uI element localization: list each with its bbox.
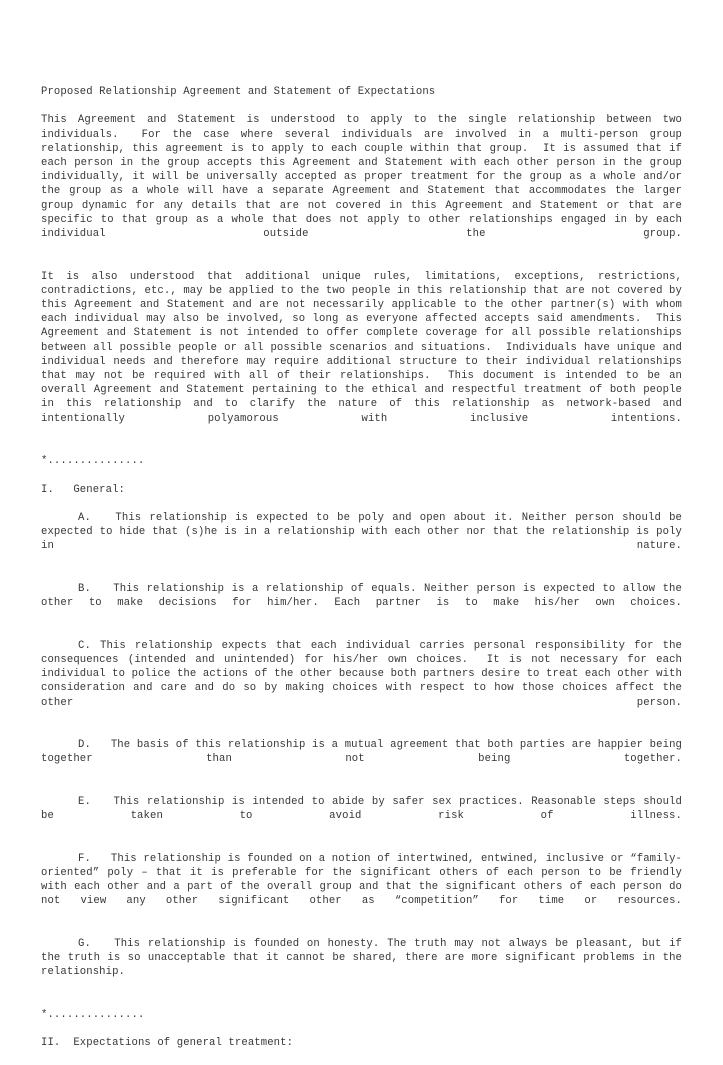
section-item-g: G. This relationship is founded on honesty. The truth may not always be pleasant, but if the truth is so unacceptable that it cannot be shared, there are more significant problems in the relationship. [41,938,689,979]
section-heading-expectations: II. Expectations of general treatment: [41,1037,294,1050]
section-item-b: B. This relationship is a relationship of equals. Neither person is expected to allow the other to make decisions for him/her. Each partner is to make his/her own choices. [41,583,689,610]
section-item-a: A. This relationship is expected to be poly and open about it. Neither person should be expected to hide that (s)he is in a relationship with each other nor that the relationship is poly in nature. [41,512,689,553]
section-item-e: E. This relationship is intended to abide by safer sex practices. Reasonable steps should be taken to avoid risk of illness. [41,796,689,823]
document-title: Proposed Relationship Agreement and Statement of Expectations [41,86,436,98]
section-item-c: C. This relationship expects that each individual carries personal responsibility for the consequences (intended and unintended) for his/her own choices. It is not necessary for each individual to police the actions of the other because both partners desire to treat each other with consideration and care and do so by making choices with respect to how those choices affect the other person. [41,639,689,709]
section-separator-1: *............... [41,455,145,468]
intro-paragraph-2: It is also understood that additional unique rules, limitations, exceptions, restrictions, contradictions, etc., may be applied to the two people in this relationship that are not covered by this Agreement and Statement and are not necessarily applicable to the other partner(s) with whom each individual may also be involved, so long as everyone affected accepts said amendments. This Agreement and Statement is not intended to offer complete coverage for all possible relationships between all possible people or all possible scenarios and situations. Individuals have unique and individual needs and therefore may require additional structure to their individual relationships that may not be required with all of their relationships. This document is intended to be an overall Agreement and Statement pertaining to the ethical and respectful treatment of both people in this relationship and to clarify the nature of this relationship as network-based and intentionally polyamorous with inclusive intentions. [41,270,689,425]
section-item-d: D. The basis of this relationship is a mutual agreement that both parties are happier being together than not being together. [41,739,689,766]
section-heading-general: I. General: [41,483,126,496]
section-item-f: F. This relationship is founded on a notion of intertwined, entwined, inclusive or “family-oriented” poly – that it is preferable for the significant others of each person to be friendly with each other and a part of the overall group and that the significant others of each person do not view any other significant other as “competition” for time or resources. [41,852,689,908]
intro-paragraph-1: This Agreement and Statement is understood to apply to the single relationship between two individuals. For the case where several individuals are involved in a multi-person group relationship, this agreement is to apply to each couple within that group. It is assumed that if each person in the group accepts this Agreement and Statement with each other person in the group individually, it will be universally accepted as proper treatment for the group as a whole and/or the group as a whole will have a separate Agreement and Statement that accommodates the larger group dynamic for any details that are not covered in this Agreement and Statement or that are specific to that group as a whole that does not apply to other relationships engaged in by each individual outside the group. [41,114,689,241]
document-body [41,85,689,1065]
section-separator-2: *............... [41,1009,145,1022]
